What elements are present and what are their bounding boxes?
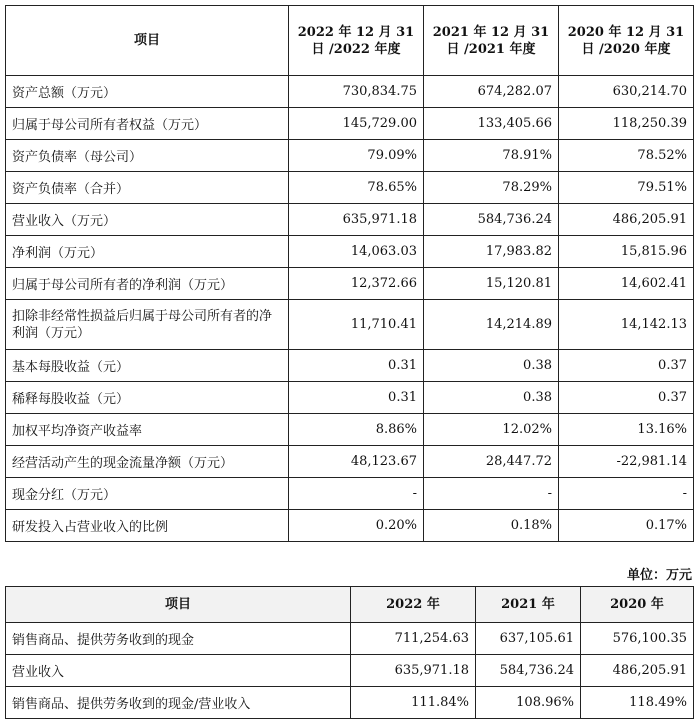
row-label: 研发投入占营业收入的比例 bbox=[6, 510, 289, 542]
cell-value: 48,123.67 bbox=[289, 446, 424, 478]
cell-value: 133,405.66 bbox=[424, 108, 559, 140]
table-row bbox=[6, 172, 694, 204]
cell-value: 0.31 bbox=[289, 382, 424, 414]
cell-value: 78.65% bbox=[289, 172, 424, 204]
cell-value: 630,214.70 bbox=[559, 76, 694, 108]
cell-value: 118.49% bbox=[581, 687, 694, 719]
cell-value: 17,983.82 bbox=[424, 236, 559, 268]
cell-value: - bbox=[289, 478, 424, 510]
table-header-row bbox=[6, 587, 694, 623]
cell-value: 14,214.89 bbox=[424, 300, 559, 350]
row-label: 资产总额（万元） bbox=[6, 76, 289, 108]
cell-value: 0.17% bbox=[559, 510, 694, 542]
table-header-row bbox=[6, 6, 694, 76]
cell-value: - bbox=[559, 478, 694, 510]
cell-value: 0.18% bbox=[424, 510, 559, 542]
row-label: 扣除非经常性损益后归属于母公司所有者的净利润（万元） bbox=[6, 300, 289, 350]
cell-value: 486,205.91 bbox=[559, 204, 694, 236]
cell-value: 711,254.63 bbox=[351, 623, 476, 655]
cell-value: 111.84% bbox=[351, 687, 476, 719]
cell-value: 730,834.75 bbox=[289, 76, 424, 108]
unit-label: 单位：万元 bbox=[626, 568, 692, 583]
cell-value: 79.09% bbox=[289, 140, 424, 172]
cell-value: 0.37 bbox=[559, 382, 694, 414]
cell-value: 0.37 bbox=[559, 350, 694, 382]
header-item: 项目 bbox=[6, 587, 351, 623]
header-2021: 2021 年 12 月 31 日 /2021 年度 bbox=[424, 6, 559, 76]
table-row bbox=[6, 300, 694, 350]
row-label: 净利润（万元） bbox=[6, 236, 289, 268]
cell-value: 14,602.41 bbox=[559, 268, 694, 300]
row-label: 销售商品、提供劳务收到的现金/营业收入 bbox=[6, 687, 351, 719]
cell-value: 674,282.07 bbox=[424, 76, 559, 108]
row-label: 营业收入（万元） bbox=[6, 204, 289, 236]
header-2020: 2020 年 12 月 31 日 /2020 年度 bbox=[559, 6, 694, 76]
cell-value: 78.29% bbox=[424, 172, 559, 204]
cell-value: 108.96% bbox=[476, 687, 581, 719]
cash-revenue-table bbox=[5, 586, 694, 719]
cell-value: - bbox=[424, 478, 559, 510]
cell-value: 0.20% bbox=[289, 510, 424, 542]
cell-value: 15,120.81 bbox=[424, 268, 559, 300]
header-2021: 2021 年 bbox=[476, 587, 581, 623]
table-row bbox=[6, 268, 694, 300]
cell-value: 15,815.96 bbox=[559, 236, 694, 268]
cell-value: 486,205.91 bbox=[581, 655, 694, 687]
table-row bbox=[6, 687, 694, 719]
cell-value: 28,447.72 bbox=[424, 446, 559, 478]
table-row bbox=[6, 140, 694, 172]
cell-value: 11,710.41 bbox=[289, 300, 424, 350]
cell-value: 0.31 bbox=[289, 350, 424, 382]
table-row bbox=[6, 478, 694, 510]
table-row bbox=[6, 350, 694, 382]
row-label: 资产负债率（母公司） bbox=[6, 140, 289, 172]
row-label: 资产负债率（合并） bbox=[6, 172, 289, 204]
cell-value: 584,736.24 bbox=[476, 655, 581, 687]
table-row bbox=[6, 204, 694, 236]
table-row bbox=[6, 414, 694, 446]
cell-value: 145,729.00 bbox=[289, 108, 424, 140]
cell-value: 118,250.39 bbox=[559, 108, 694, 140]
cell-value: 637,105.61 bbox=[476, 623, 581, 655]
cell-value: 635,971.18 bbox=[351, 655, 476, 687]
financial-summary-table bbox=[5, 5, 694, 542]
table-row bbox=[6, 382, 694, 414]
cell-value: 13.16% bbox=[559, 414, 694, 446]
row-label: 稀释每股收益（元） bbox=[6, 382, 289, 414]
row-label: 归属于母公司所有者的净利润（万元） bbox=[6, 268, 289, 300]
cell-value: 8.86% bbox=[289, 414, 424, 446]
row-label: 销售商品、提供劳务收到的现金 bbox=[6, 623, 351, 655]
header-item: 项目 bbox=[6, 6, 289, 76]
cell-value: 635,971.18 bbox=[289, 204, 424, 236]
row-label: 现金分红（万元） bbox=[6, 478, 289, 510]
cell-value: 78.52% bbox=[559, 140, 694, 172]
table-row bbox=[6, 623, 694, 655]
cell-value: 78.91% bbox=[424, 140, 559, 172]
table-row bbox=[6, 76, 694, 108]
table-row bbox=[6, 236, 694, 268]
cell-value: 79.51% bbox=[559, 172, 694, 204]
cell-value: 0.38 bbox=[424, 350, 559, 382]
row-label: 营业收入 bbox=[6, 655, 351, 687]
cell-value: 12,372.66 bbox=[289, 268, 424, 300]
table-row bbox=[6, 108, 694, 140]
table-row bbox=[6, 655, 694, 687]
row-label: 基本每股收益（元） bbox=[6, 350, 289, 382]
header-2022: 2022 年 bbox=[351, 587, 476, 623]
row-label: 经营活动产生的现金流量净额（万元） bbox=[6, 446, 289, 478]
table-row bbox=[6, 510, 694, 542]
cell-value: 12.02% bbox=[424, 414, 559, 446]
cell-value: 576,100.35 bbox=[581, 623, 694, 655]
row-label: 归属于母公司所有者权益（万元） bbox=[6, 108, 289, 140]
cell-value: 584,736.24 bbox=[424, 204, 559, 236]
cell-value: -22,981.14 bbox=[559, 446, 694, 478]
header-2022: 2022 年 12 月 31 日 /2022 年度 bbox=[289, 6, 424, 76]
cell-value: 14,142.13 bbox=[559, 300, 694, 350]
header-2020: 2020 年 bbox=[581, 587, 694, 623]
cell-value: 0.38 bbox=[424, 382, 559, 414]
row-label: 加权平均净资产收益率 bbox=[6, 414, 289, 446]
table-row bbox=[6, 446, 694, 478]
cell-value: 14,063.03 bbox=[289, 236, 424, 268]
